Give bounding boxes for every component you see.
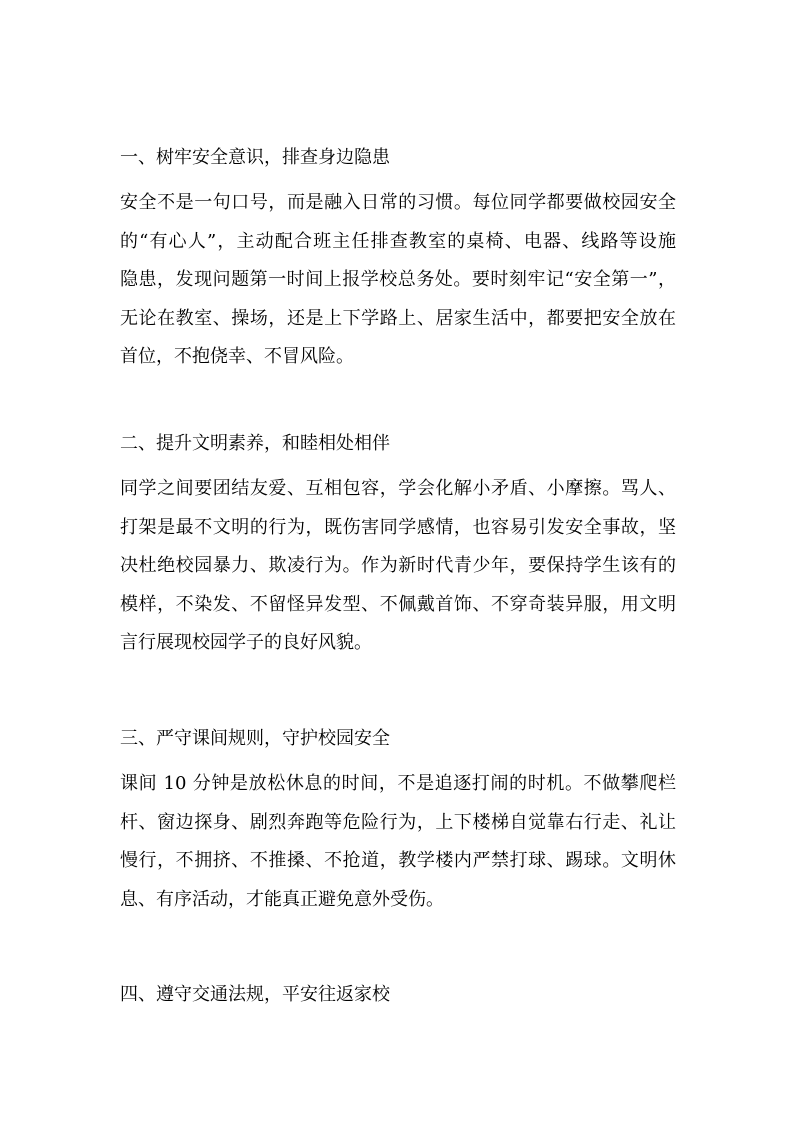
paragraph-line: 安全不是一句口号，而是融入日常的习惯。每位同学都要做校园安全 [120, 192, 676, 213]
paragraph-line: 言行展现校园学子的良好风貌。 [120, 632, 372, 653]
section-heading: 三、严守课间规则，守护校园安全 [120, 728, 390, 749]
paragraph-line: 无论在教室、操场，还是上下学路上、居家生活中，都要把安全放在 [120, 307, 676, 329]
paragraph-line: 同学之间要团结友爱、互相包容，学会化解小矛盾、小摩擦。骂人、 [120, 478, 676, 499]
section-body [120, 184, 676, 377]
paragraph-line: 息、有序活动，才能真正避免意外受伤。 [120, 888, 444, 910]
paragraph-line: 隐患，发现问题第一时间上报学校总务处。要时刻牢记“安全第一”， [120, 269, 676, 290]
section-body [120, 470, 676, 663]
paragraph-line: 杆、窗边探身、剧烈奔跑等危险行为，上下楼梯自觉靠右行走、礼让 [120, 811, 676, 833]
section-break-rules [120, 727, 676, 919]
section-heading: 四、遵守交通法规，平安往返家校 [120, 984, 390, 1005]
section-body [120, 765, 676, 919]
paragraph-line: 的“有心人”，主动配合班主任排查教室的桌椅、电器、线路等设施 [120, 230, 676, 252]
paragraph-line: 慢行，不拥挤、不推搡、不抢道，教学楼内严禁打球、踢球。文明休 [120, 850, 676, 871]
paragraph-line: 打架是最不文明的行为，既伤害同学感情，也容易引发安全事故，坚 [120, 516, 676, 538]
section-heading: 二、提升文明素养，和睦相处相伴 [120, 433, 390, 454]
paragraph-line: 决杜绝校园暴力、欺凌行为。作为新时代青少年，要保持学生该有的 [120, 555, 676, 576]
paragraph-line: 课间 10 分钟是放松休息的时间，不是追逐打闹的时机。不做攀爬栏 [120, 773, 676, 794]
section-safety-awareness [120, 146, 676, 377]
paragraph-line: 模样，不染发、不留怪异发型、不佩戴首饰、不穿奇装异服，用文明 [120, 593, 676, 615]
section-civility [120, 432, 676, 663]
section-heading: 一、树牢安全意识，排查身边隐患 [120, 147, 390, 168]
paragraph-line: 首位，不抱侥幸、不冒风险。 [120, 346, 354, 367]
section-traffic-rules [120, 983, 676, 1007]
